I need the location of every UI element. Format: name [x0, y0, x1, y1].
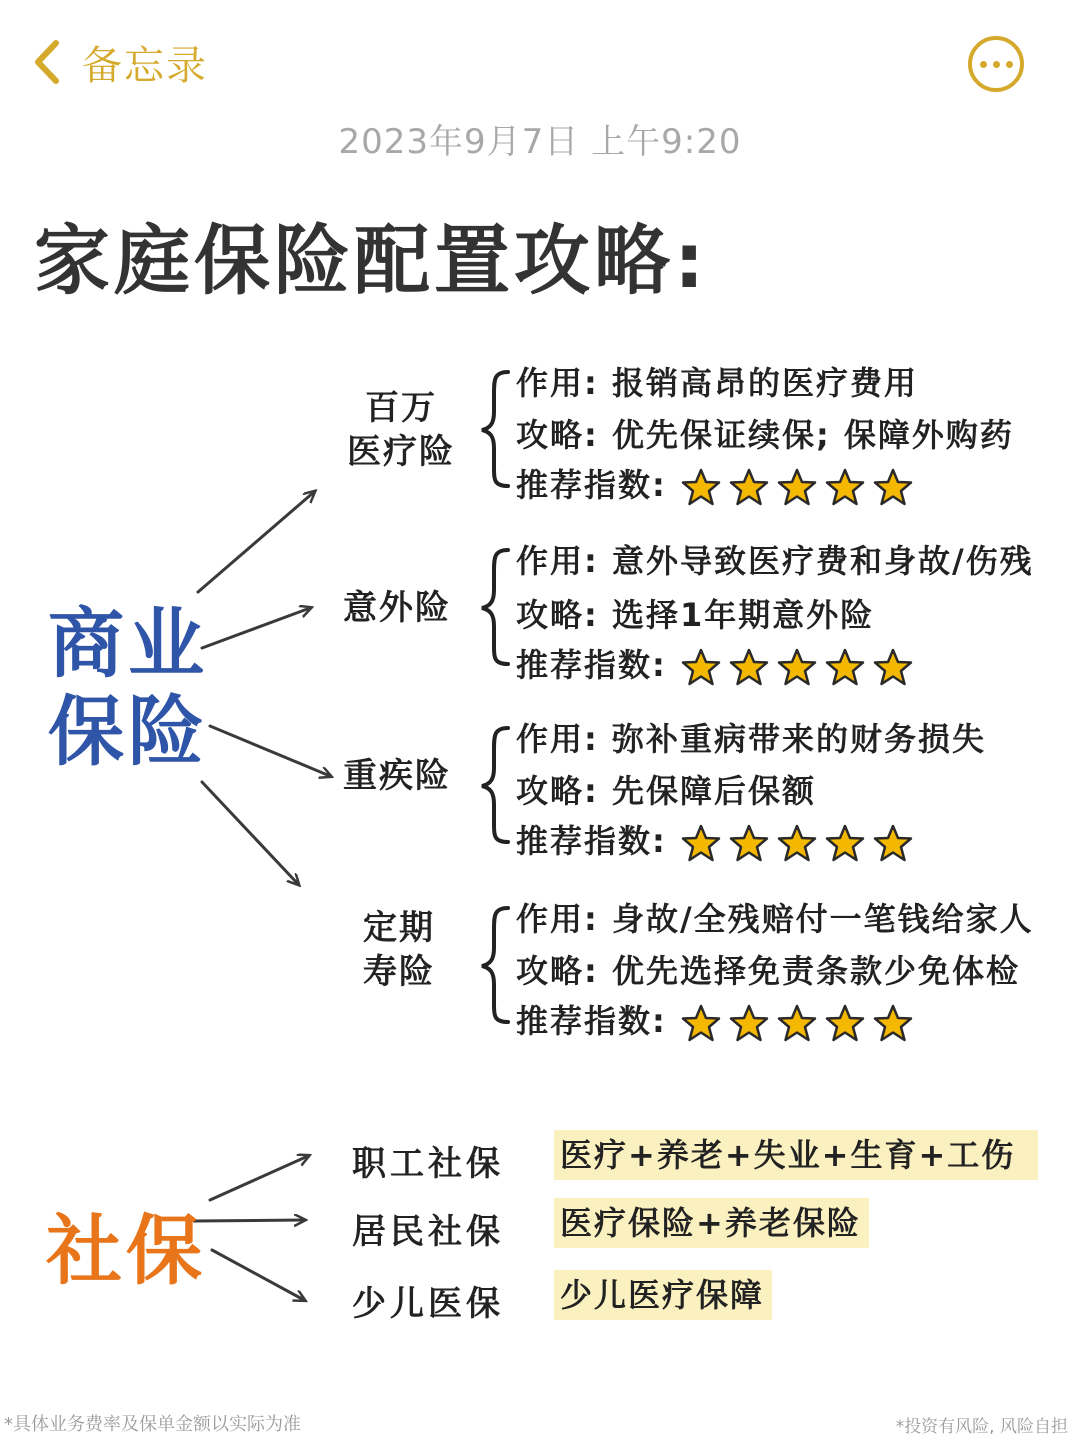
- insurance-name-line: 寿险: [363, 952, 435, 992]
- star-icon: [873, 1004, 913, 1042]
- star-icon: [777, 824, 817, 862]
- more-dot-icon: [980, 61, 987, 68]
- insurance-strategy: 攻略: 优先保证续保; 保障外购药: [516, 416, 1014, 454]
- category-label-line: 商业: [48, 599, 208, 688]
- star-icon: [825, 1004, 865, 1042]
- chevron-left-icon: [30, 37, 64, 87]
- footer-disclaimer: *具体业务费率及保单金额以实际为准: [4, 1414, 301, 1435]
- insurance-rating: [516, 816, 913, 862]
- star-icon: [729, 824, 769, 862]
- insurance-effect: 作用: 弥补重病带来的财务损失: [516, 720, 986, 758]
- insurance-effect: 作用: 报销高昂的医疗费用: [516, 364, 918, 402]
- insurance-name-accident: [332, 586, 462, 630]
- category-business-insurance: [48, 600, 208, 776]
- star-icon: [777, 1004, 817, 1042]
- insurance-name-critical-illness: [332, 754, 462, 798]
- insurance-name-line: 重疾险: [343, 756, 451, 796]
- star-icon: [681, 824, 721, 862]
- star-icon: [681, 648, 721, 686]
- rating-label: 推荐指数:: [516, 646, 667, 684]
- insurance-name-line: 百万: [365, 388, 437, 428]
- social-item-name: 少儿医保: [352, 1284, 504, 1324]
- star-rating: [681, 648, 913, 686]
- more-options-button[interactable]: [968, 36, 1024, 92]
- arrow-to-critical: [210, 726, 330, 776]
- insurance-name-term-life: [334, 906, 464, 994]
- social-item-value: 医疗+养老+失业+生育+工伤: [554, 1130, 1038, 1180]
- insurance-rating: [516, 460, 913, 506]
- insurance-rating: [516, 640, 913, 686]
- star-rating: [681, 468, 913, 506]
- arrow-to-employee: [210, 1156, 308, 1200]
- back-label: 备忘录: [82, 42, 208, 89]
- note-title: 家庭保险配置攻略:: [34, 216, 709, 305]
- brace-2: [482, 550, 508, 664]
- arrow-to-children: [212, 1250, 304, 1300]
- star-icon: [873, 648, 913, 686]
- star-icon: [825, 648, 865, 686]
- star-icon: [729, 648, 769, 686]
- note-timestamp: 2023年9月7日 上午9:20: [338, 122, 742, 162]
- rating-label: 推荐指数:: [516, 1002, 667, 1040]
- star-icon: [729, 1004, 769, 1042]
- rating-label: 推荐指数:: [516, 822, 667, 860]
- star-rating: [681, 1004, 913, 1042]
- star-icon: [777, 468, 817, 506]
- insurance-rating: [516, 996, 913, 1042]
- brace-3: [482, 728, 508, 842]
- more-dot-icon: [1006, 61, 1013, 68]
- star-icon: [777, 648, 817, 686]
- social-item-name: 职工社保: [352, 1144, 504, 1184]
- arrow-to-accident: [202, 608, 310, 648]
- social-item-value: 少儿医疗保障: [554, 1270, 772, 1320]
- brace-1: [482, 372, 508, 486]
- star-icon: [729, 468, 769, 506]
- social-item-name: 居民社保: [352, 1212, 504, 1252]
- category-social-insurance: 社保: [46, 1206, 206, 1295]
- insurance-effect: 作用: 身故/全残赔付一笔钱给家人: [516, 900, 1034, 938]
- arrow-to-medical: [198, 492, 314, 592]
- rating-label: 推荐指数:: [516, 466, 667, 504]
- insurance-name-line: 医疗险: [347, 432, 455, 472]
- star-icon: [825, 824, 865, 862]
- insurance-name-medical: [336, 386, 466, 474]
- star-icon: [681, 468, 721, 506]
- social-item-value: 医疗保险+养老保险: [554, 1198, 869, 1248]
- insurance-name-line: 定期: [363, 908, 435, 948]
- more-dot-icon: [993, 61, 1000, 68]
- insurance-strategy: 攻略: 先保障后保额: [516, 772, 816, 810]
- star-rating: [681, 824, 913, 862]
- star-icon: [825, 468, 865, 506]
- star-icon: [681, 1004, 721, 1042]
- insurance-name-line: 意外险: [343, 588, 451, 628]
- brace-4: [482, 908, 508, 1022]
- insurance-effect: 作用: 意外导致医疗费和身故/伤残: [516, 542, 1034, 580]
- insurance-strategy: 攻略: 优先选择免责条款少免体检: [516, 952, 1020, 990]
- footer-risk-note: *投资有风险, 风险自担: [895, 1417, 1068, 1437]
- arrow-to-life: [202, 782, 298, 884]
- insurance-strategy: 攻略: 选择1年期意外险: [516, 596, 875, 634]
- arrow-to-resident: [194, 1220, 304, 1221]
- category-label-line: 保险: [48, 687, 208, 776]
- star-icon: [873, 824, 913, 862]
- star-icon: [873, 468, 913, 506]
- back-button[interactable]: [30, 34, 208, 90]
